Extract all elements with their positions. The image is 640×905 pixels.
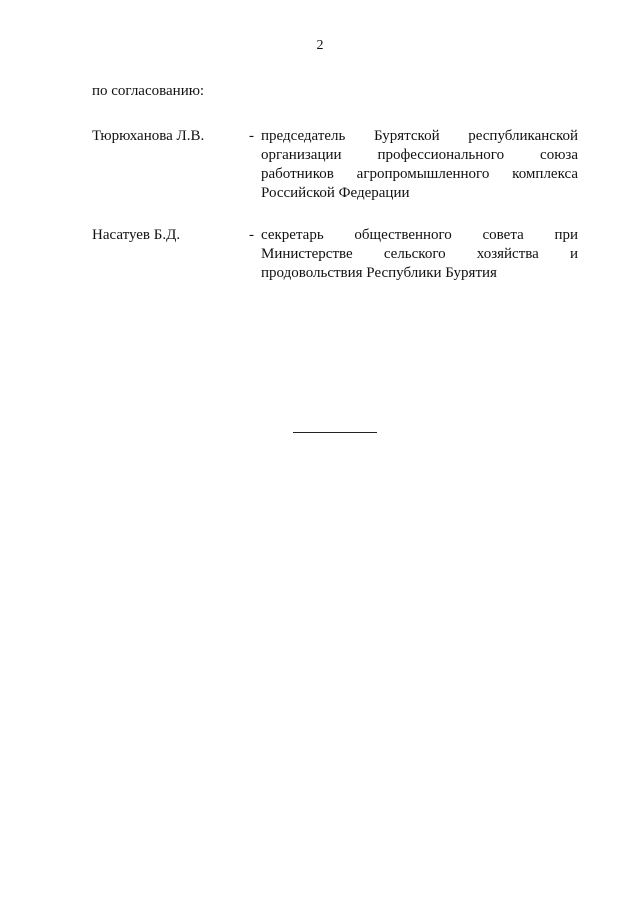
member-dash: - — [249, 227, 254, 243]
member-description: секретарь общественного совета при Министерстве сельского хозяйства и продовольствия Республики Бурятия — [261, 227, 578, 281]
end-divider — [293, 432, 377, 433]
member-description: председатель Бурятской республиканской организации профессионального союза работников агропромышленного комплекса Российской Федерации — [261, 128, 578, 201]
member-name: Тюрюханова Л.В. — [92, 128, 205, 144]
member-dash: - — [249, 128, 254, 144]
intro-line: по согласованию: — [92, 83, 205, 99]
page-number: 2 — [316, 38, 324, 53]
member-name: Насатуев Б.Д. — [92, 227, 181, 243]
